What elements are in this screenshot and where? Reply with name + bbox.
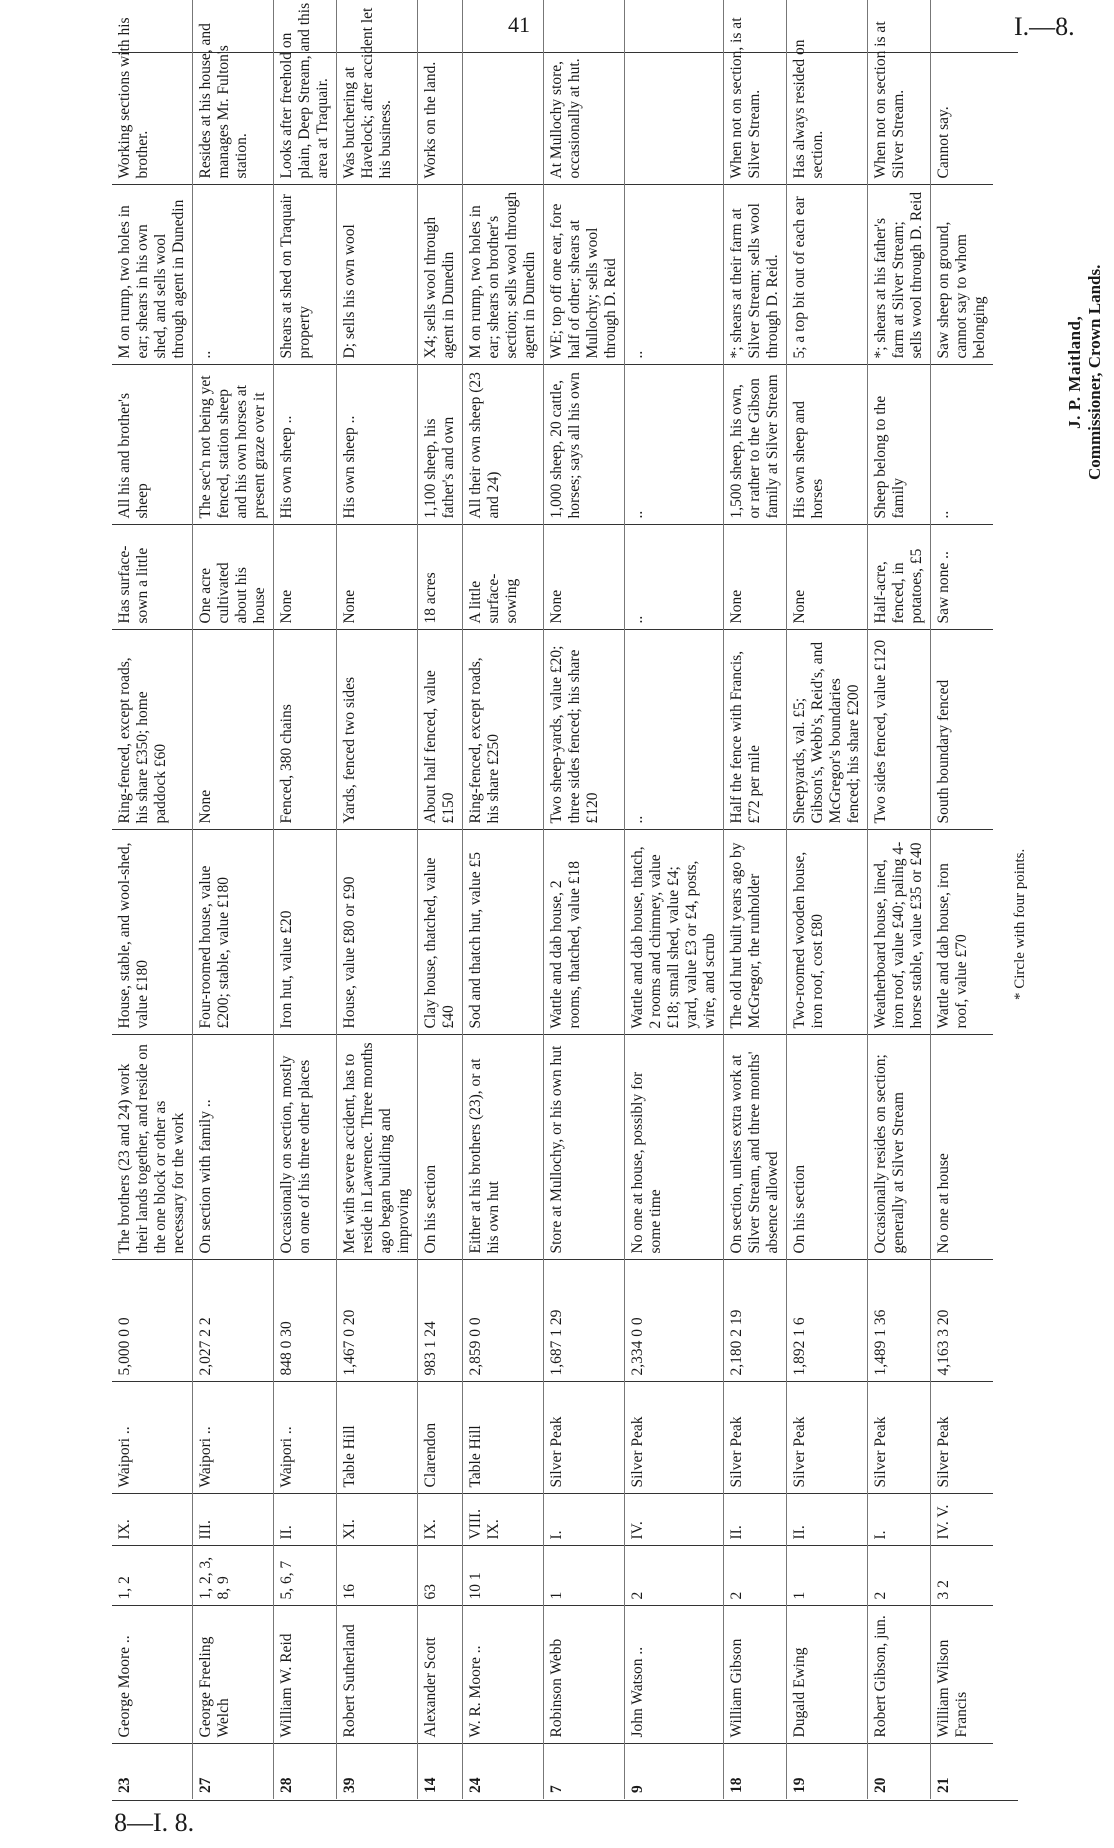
cell-no: 18 bbox=[724, 1744, 787, 1799]
cell-brand: M on rump, two holes in ear; shears in his own shed, and sells wool through agent in Dunedin bbox=[112, 185, 193, 365]
cell-buildings: Four-roomed house, value £200; stable, value £180 bbox=[193, 830, 274, 1035]
cell-no: 9 bbox=[625, 1744, 724, 1799]
cell-residence: Either at his brothers (23), or at his own hut bbox=[463, 1035, 544, 1260]
cell-block: II. bbox=[724, 1494, 787, 1546]
cell-remarks bbox=[625, 0, 724, 185]
cell-stock: His own sheep and horses bbox=[787, 365, 868, 525]
cell-no: 7 bbox=[544, 1744, 625, 1799]
cell-fencing: None bbox=[193, 630, 274, 830]
cell-fencing: About half fenced, value £150 bbox=[418, 630, 463, 830]
cell-brand: Saw sheep on ground, cannot say to whom belonging bbox=[931, 185, 994, 365]
cell-brand: D; sells his own wool bbox=[337, 185, 418, 365]
cell-sections: 3 2 bbox=[931, 1546, 994, 1606]
cell-remarks bbox=[463, 0, 544, 185]
cell-fencing: Fenced, 380 chains bbox=[274, 630, 337, 830]
cell-cultivation: None bbox=[787, 525, 868, 630]
cell-cultivation: None bbox=[337, 525, 418, 630]
cell-stock: 1,500 sheep, his own, or rather to the Gibson family at Silver Stream bbox=[724, 365, 787, 525]
cell-no: 39 bbox=[337, 1744, 418, 1799]
signature-block bbox=[1065, 265, 1105, 480]
cell-block: XI. bbox=[337, 1494, 418, 1546]
cell-name: Robert Sutherland bbox=[337, 1606, 418, 1744]
cell-remarks: When not on section, is at Silver Stream. bbox=[724, 0, 787, 185]
cell-cultivation: Saw none .. bbox=[931, 525, 994, 630]
cell-stock: 1,000 sheep, 20 cattle, horses; says all his own bbox=[544, 365, 625, 525]
cell-district: Silver Peak bbox=[544, 1382, 625, 1494]
cell-buildings: Weatherboard house, lined, iron roof, value £40; paling 4-horse stable, value £35 or £40 bbox=[868, 830, 931, 1035]
table-row bbox=[625, 0, 724, 1799]
signature-name: J. P. Maitland, bbox=[1065, 315, 1084, 429]
cell-stock: .. bbox=[931, 365, 994, 525]
cell-fencing: Yards, fenced two sides bbox=[337, 630, 418, 830]
cell-district: Waipori .. bbox=[193, 1382, 274, 1494]
table-row bbox=[337, 0, 418, 1799]
cell-fencing: Two sides fenced, value £120 bbox=[868, 630, 931, 830]
cell-buildings: Wattle and dab house, 2 rooms, thatched, value £18 bbox=[544, 830, 625, 1035]
cell-block: IX. bbox=[418, 1494, 463, 1546]
cell-remarks: Resides at his house, and manages Mr. Fulton's station. bbox=[193, 0, 274, 185]
cell-name: John Watson .. bbox=[625, 1606, 724, 1744]
cell-area: 848 0 30 bbox=[274, 1260, 337, 1382]
table-row bbox=[868, 0, 931, 1799]
cell-block: I. bbox=[544, 1494, 625, 1546]
cell-buildings: Iron hut, value £20 bbox=[274, 830, 337, 1035]
cell-remarks: Cannot say. bbox=[931, 0, 994, 185]
cell-area: 1,892 1 6 bbox=[787, 1260, 868, 1382]
cell-residence: Occasionally resides on section; generally at Silver Stream bbox=[868, 1035, 931, 1260]
cell-area: 4,163 3 20 bbox=[931, 1260, 994, 1382]
cell-fencing: South boundary fenced bbox=[931, 630, 994, 830]
cell-stock: 1,100 sheep, his father's and own bbox=[418, 365, 463, 525]
cell-stock: His own sheep .. bbox=[274, 365, 337, 525]
cell-area: 5,000 0 0 bbox=[112, 1260, 193, 1382]
cell-remarks: Was butchering at Havelock; after accident let his business. bbox=[337, 0, 418, 185]
cell-stock: All his and brother's sheep bbox=[112, 365, 193, 525]
page-number: 41 bbox=[508, 12, 530, 37]
cell-name: W. R. Moore .. bbox=[463, 1606, 544, 1744]
cell-district: Silver Peak bbox=[625, 1382, 724, 1494]
cell-no: 28 bbox=[274, 1744, 337, 1799]
cell-block: I. bbox=[868, 1494, 931, 1546]
cell-residence: On his section bbox=[418, 1035, 463, 1260]
cell-area: 1,489 1 36 bbox=[868, 1260, 931, 1382]
cell-fencing: Ring-fenced, except roads, his share £250 bbox=[463, 630, 544, 830]
cell-buildings: House, value £80 or £90 bbox=[337, 830, 418, 1035]
cell-sections: 1, 2 bbox=[112, 1546, 193, 1606]
cell-no: 14 bbox=[418, 1744, 463, 1799]
cell-no: 20 bbox=[868, 1744, 931, 1799]
table-row bbox=[724, 0, 787, 1799]
cell-sections: 2 bbox=[625, 1546, 724, 1606]
cell-brand: *; shears at their farm at Silver Stream; sells wool through D. Reid. bbox=[724, 185, 787, 365]
cell-district: Silver Peak bbox=[724, 1382, 787, 1494]
cell-area: 2,180 2 19 bbox=[724, 1260, 787, 1382]
cell-area: 983 1 24 bbox=[418, 1260, 463, 1382]
table-row bbox=[931, 0, 994, 1799]
cell-name: Dugald Ewing bbox=[787, 1606, 868, 1744]
table-row bbox=[193, 0, 274, 1799]
cell-sections: 10 1 bbox=[463, 1546, 544, 1606]
cell-district: Silver Peak bbox=[931, 1382, 994, 1494]
cell-fencing: Half the fence with Francis, £72 per mile bbox=[724, 630, 787, 830]
cell-block: VIII. IX. bbox=[463, 1494, 544, 1546]
table-row bbox=[418, 0, 463, 1799]
cell-stock: All their own sheep (23 and 24) bbox=[463, 365, 544, 525]
cell-remarks: Working sections with his brother. bbox=[112, 0, 193, 185]
cell-area: 2,027 2 2 bbox=[193, 1260, 274, 1382]
cell-buildings: Two-roomed wooden house, iron roof, cost £80 bbox=[787, 830, 868, 1035]
cell-brand: Shears at shed on Traquair property bbox=[274, 185, 337, 365]
page-ref: I.—8. bbox=[1014, 12, 1075, 41]
table-row bbox=[787, 0, 868, 1799]
cell-sections: 1 bbox=[544, 1546, 625, 1606]
cell-stock: Sheep belong to the family bbox=[868, 365, 931, 525]
cell-remarks: Works on the land. bbox=[418, 0, 463, 185]
footnote: * Circle with four points. bbox=[1012, 848, 1028, 1000]
cell-district: Clarendon bbox=[418, 1382, 463, 1494]
cell-no: 27 bbox=[193, 1744, 274, 1799]
table-row bbox=[463, 0, 544, 1799]
cell-brand: WE; top off one ear, fore half of other; shears at Mullochy; sells wool through D. Reid bbox=[544, 185, 625, 365]
cell-sections: 5, 6, 7 bbox=[274, 1546, 337, 1606]
cell-no: 23 bbox=[112, 1744, 193, 1799]
cell-district: Table Hill bbox=[463, 1382, 544, 1494]
cell-residence: On section with family .. bbox=[193, 1035, 274, 1260]
cell-buildings: Clay house, thatched, value £40 bbox=[418, 830, 463, 1035]
signature-title: Commissioner, Crown Lands. bbox=[1085, 264, 1104, 480]
cell-residence: On section, unless extra work at Silver Stream, and three months' absence allowed bbox=[724, 1035, 787, 1260]
cell-residence: No one at house, possibly for some time bbox=[625, 1035, 724, 1260]
cell-cultivation: Half-acre, fenced, in potatoes, £5 bbox=[868, 525, 931, 630]
cell-block: IV. bbox=[625, 1494, 724, 1546]
table-row bbox=[112, 0, 193, 1799]
cell-residence: On his section bbox=[787, 1035, 868, 1260]
cell-name: William Wilson Francis bbox=[931, 1606, 994, 1744]
cell-fencing: Two sheep-yards, value £20; three sides fenced; his share £120 bbox=[544, 630, 625, 830]
cell-name: George Moore .. bbox=[112, 1606, 193, 1744]
cell-brand: M on rump, two holes in ear; shears on brother's section; sells wool through agent in Dunedin bbox=[463, 185, 544, 365]
cell-brand: 5; a top bit out of each ear bbox=[787, 185, 868, 365]
cell-sections: 1, 2, 3, 8, 9 bbox=[193, 1546, 274, 1606]
cell-block: IX. bbox=[112, 1494, 193, 1546]
cell-brand: X4; sells wool through agent in Dunedin bbox=[418, 185, 463, 365]
cell-area: 1,687 1 29 bbox=[544, 1260, 625, 1382]
cell-sections: 16 bbox=[337, 1546, 418, 1606]
cell-district: Waipori .. bbox=[112, 1382, 193, 1494]
cell-cultivation: None bbox=[724, 525, 787, 630]
cell-no: 24 bbox=[463, 1744, 544, 1799]
cell-remarks: Looks after freehold on plain, Deep Stream, and this area at Traquair. bbox=[274, 0, 337, 185]
cell-name: Robert Gibson, jun. bbox=[868, 1606, 931, 1744]
cell-block: II. bbox=[274, 1494, 337, 1546]
cell-buildings: Wattle and dab house, thatch, 2 rooms and chimney, value £18; small shed, value £4; yard, value £3 or £4, posts, wire, and scrub bbox=[625, 830, 724, 1035]
cell-residence: Met with severe accident, has to reside in Lawrence. Three months ago began building and improving bbox=[337, 1035, 418, 1260]
table-row bbox=[544, 0, 625, 1799]
cell-stock: .. bbox=[625, 365, 724, 525]
cell-name: Robinson Webb bbox=[544, 1606, 625, 1744]
cell-buildings: House, stable, and wool-shed, value £180 bbox=[112, 830, 193, 1035]
cell-cultivation: None bbox=[274, 525, 337, 630]
cell-sections: 1 bbox=[787, 1546, 868, 1606]
cell-cultivation: None bbox=[544, 525, 625, 630]
cell-buildings: Sod and thatch hut, value £5 bbox=[463, 830, 544, 1035]
cell-remarks: When not on section is at Silver Stream. bbox=[868, 0, 931, 185]
cell-remarks: Has always resided on section. bbox=[787, 0, 868, 185]
bottom-page-ref: 8—I. 8. bbox=[114, 1808, 195, 1837]
cell-fencing: Sheepyards, val. £5; Gibson's, Webb's, Reid's, and McGregor's boundaries fenced; his share £200 bbox=[787, 630, 868, 830]
cell-name: William W. Reid bbox=[274, 1606, 337, 1744]
cell-cultivation: One acre cultivated about his house bbox=[193, 525, 274, 630]
cell-buildings: The old hut built years ago by McGregor, the runholder bbox=[724, 830, 787, 1035]
cell-no: 21 bbox=[935, 1777, 952, 1793]
table-body bbox=[112, 0, 993, 1799]
settlement-table bbox=[112, 0, 1112, 1799]
cell-name: George Freeling Welch bbox=[193, 1606, 274, 1744]
cell-brand: .. bbox=[625, 185, 724, 365]
cell-sections: 2 bbox=[868, 1546, 931, 1606]
cell-fencing: .. bbox=[625, 630, 724, 830]
cell-area: 1,467 0 20 bbox=[337, 1260, 418, 1382]
cell-block: II. bbox=[787, 1494, 868, 1546]
cell-area: 2,859 0 0 bbox=[463, 1260, 544, 1382]
cell-residence: Store at Mullochy, or his own hut bbox=[544, 1035, 625, 1260]
cell-sections: 2 bbox=[724, 1546, 787, 1606]
cell-cultivation: 18 acres bbox=[418, 525, 463, 630]
table-row bbox=[274, 0, 337, 1799]
cell-stock: His own sheep .. bbox=[337, 365, 418, 525]
cell-district: Table Hill bbox=[337, 1382, 418, 1494]
cell-district: Waipori .. bbox=[274, 1382, 337, 1494]
cell-buildings: Wattle and dab house, iron roof, value £70 bbox=[931, 830, 994, 1035]
cell-name: William Gibson bbox=[724, 1606, 787, 1744]
cell-sections: 63 bbox=[418, 1546, 463, 1606]
cell-fencing: Ring-fenced, except roads, his share £350; home paddock £60 bbox=[112, 630, 193, 830]
cell-block: IV. V. bbox=[931, 1494, 994, 1546]
cell-district: Silver Peak bbox=[787, 1382, 868, 1494]
cell-area: 2,334 0 0 bbox=[625, 1260, 724, 1382]
cell-cultivation: Has surface-sown a little bbox=[112, 525, 193, 630]
cell-district: Silver Peak bbox=[868, 1382, 931, 1494]
cell-block: III. bbox=[193, 1494, 274, 1546]
cell-no: 19 bbox=[787, 1744, 868, 1799]
cell-remarks: At Mullochy store, occasionally at hut. bbox=[544, 0, 625, 185]
cell-name: Alexander Scott bbox=[418, 1606, 463, 1744]
cell-stock: The sec'n not being yet fenced, station sheep and his own horses at present graze over it bbox=[193, 365, 274, 525]
cell-residence: The brothers (23 and 24) work their lands together, and reside on the one block or other as necessary for the work bbox=[112, 1035, 193, 1260]
cell-brand: *; shears at his father's farm at Silver Stream; sells wool through D. Reid bbox=[868, 185, 931, 365]
bottom-rule bbox=[112, 1800, 1018, 1801]
cell-residence: No one at house bbox=[931, 1035, 994, 1260]
cell-cultivation: .. bbox=[625, 525, 724, 630]
cell-cultivation: A little surface-sowing bbox=[463, 525, 544, 630]
cell-residence: Occasionally on section, mostly on one of his three other places bbox=[274, 1035, 337, 1260]
cell-brand: .. bbox=[193, 185, 274, 365]
